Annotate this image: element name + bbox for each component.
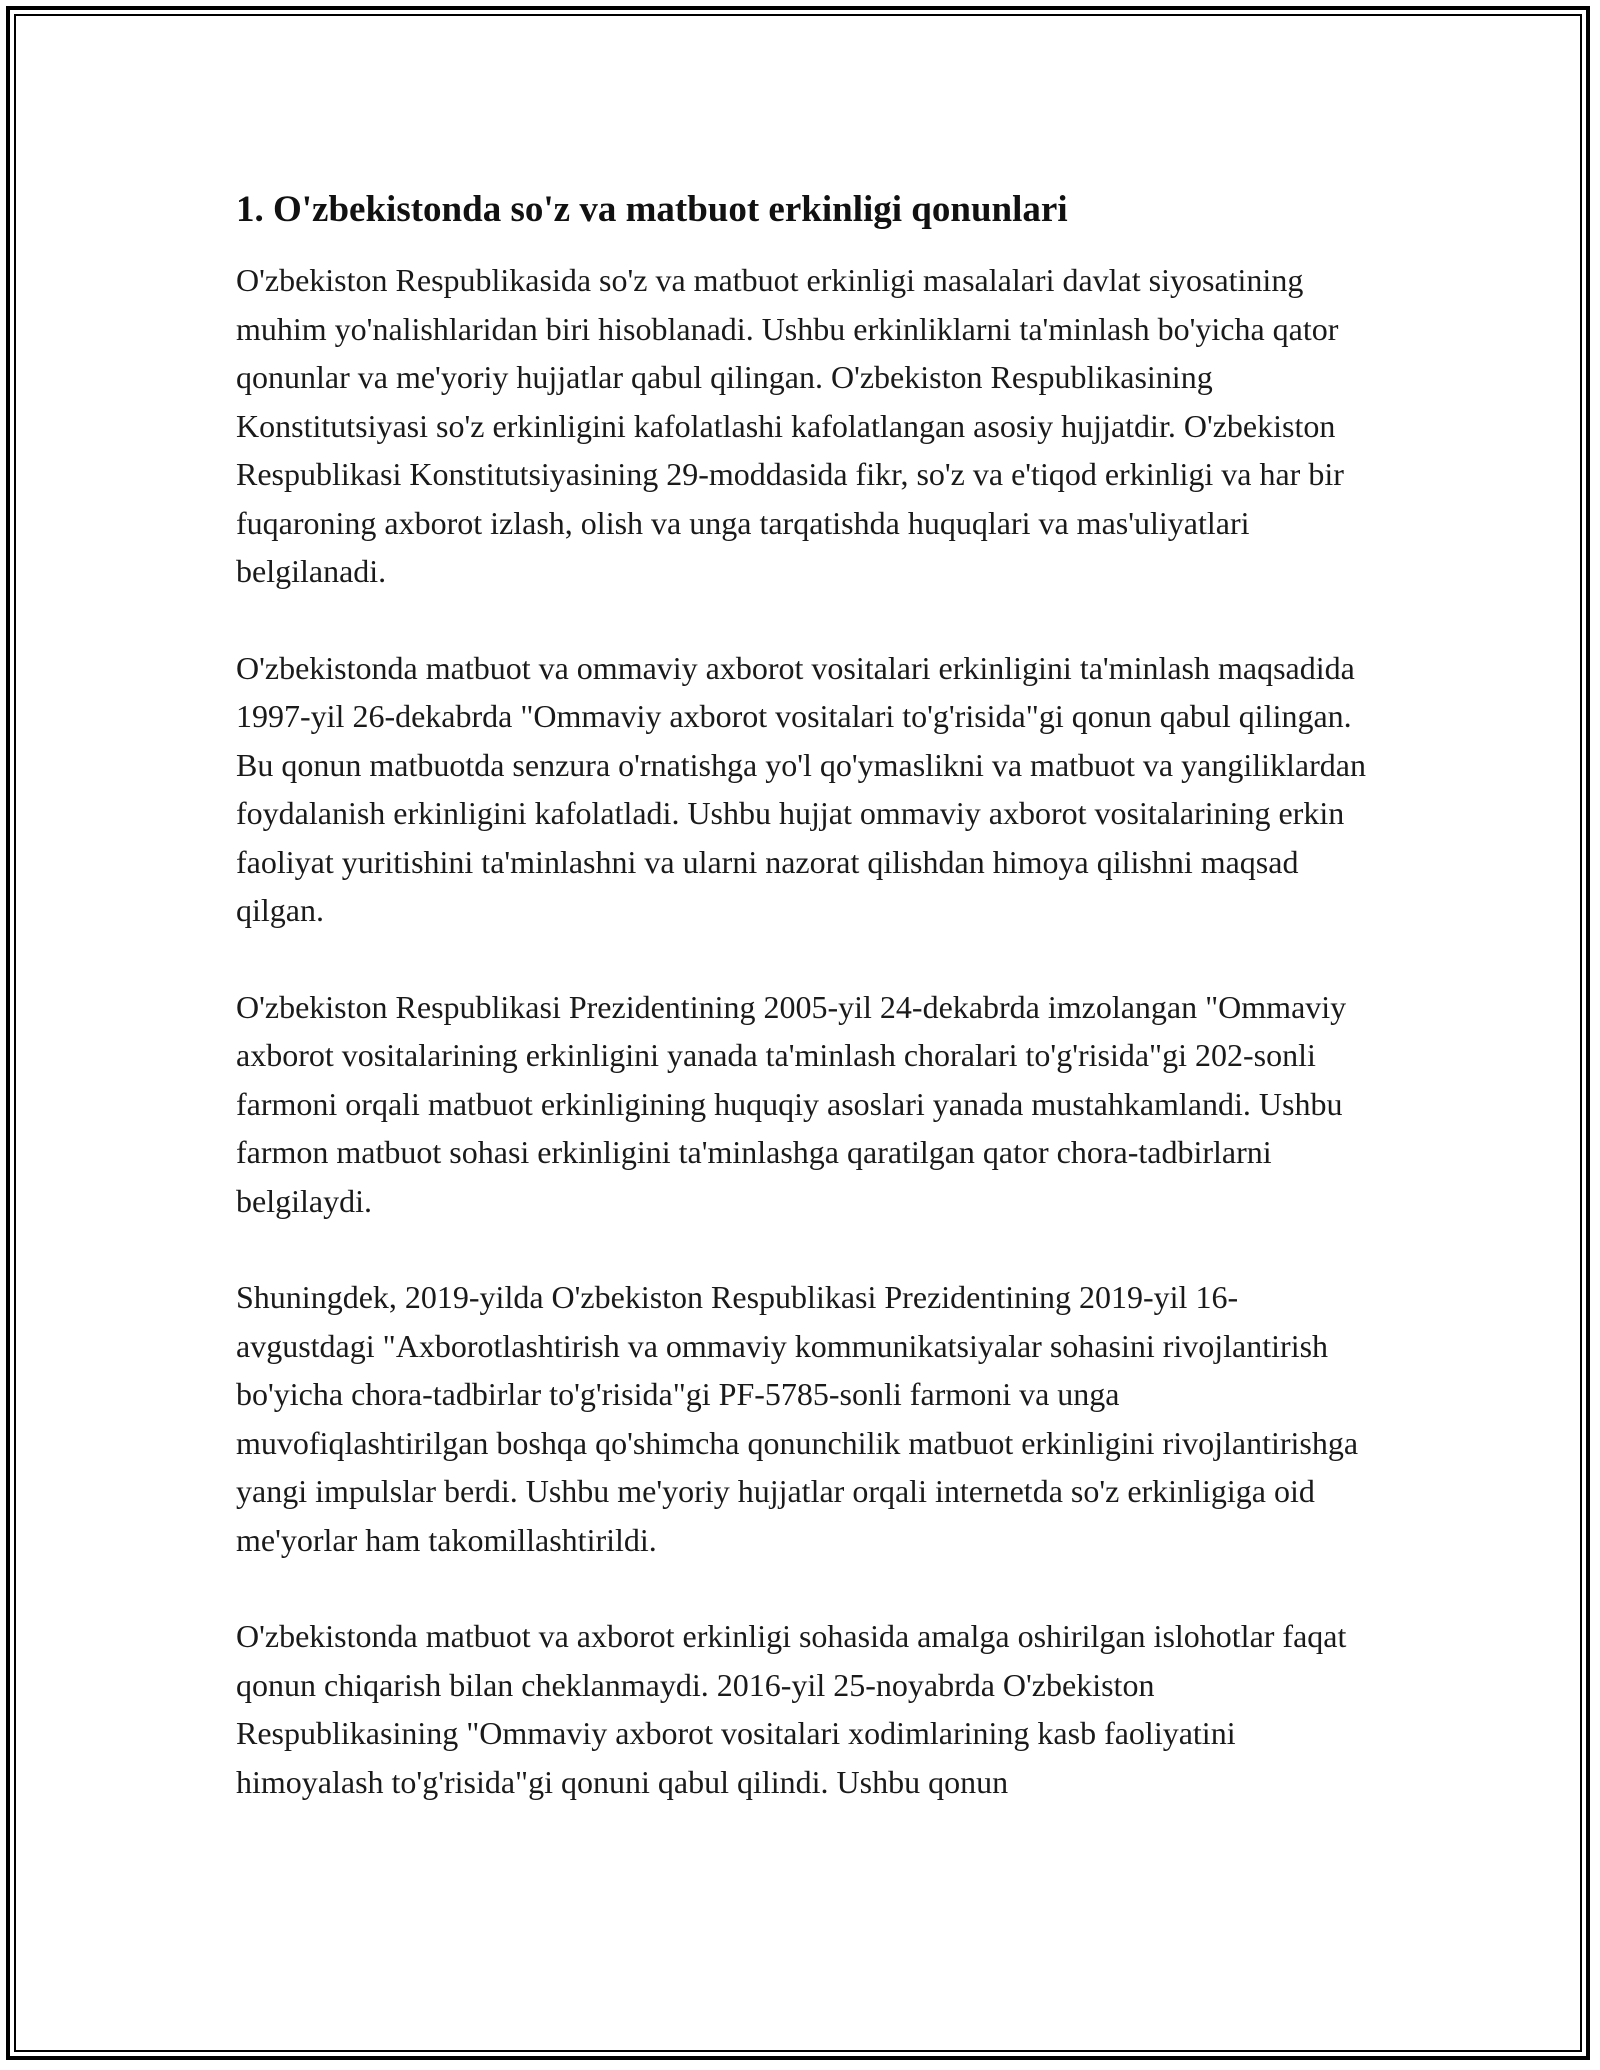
paragraph-constitution: O'zbekiston Respublikasida so'z va matbuot erkinligi masalalari davlat siyosatining muhim yo'nalishlaridan biri hisoblanadi. Ushbu erkinliklarni ta'minlash bo'yicha qator qonunlar va me'yoriy hujjatlar qabul qilingan. O'zbekiston Respublikasining Konstitutsiyasi so'z erkinligini kafolatlashi kafolatlangan asosiy hujjatdir. O'zbekiston Respublikasi Konstitutsiyasining 29-moddasida fikr, so'z va e'tiqod erkinligi va har bir fuqaroning axborot izlash, olish va unga tarqatishda huquqlari va mas'uliyatlari belgilanadi. bbox=[236, 262, 1344, 589]
section-heading: 1. O'zbekistonda so'z va matbuot erkinligi qonunlari bbox=[236, 189, 1068, 230]
paragraph-decree-2005: O'zbekiston Respublikasi Prezidentining 2005-yil 24-dekabrda imzolangan "Ommaviy axborot vositalarining erkinligini yanada ta'minlash choralari to'g'risida"gi 202-sonli farmoni orqali matbuot erkinligining huquqiy asoslari yanada mustahkamlandi. Ushbu farmon matbuot sohasi erkinligini ta'minlashga qaratilgan qator chora-tadbirlarni belgilaydi. bbox=[236, 988, 1347, 1219]
paragraph-decree-2019: Shuningdek, 2019-yilda O'zbekiston Respublikasi Prezidentining 2019-yil 16-avgustdagi "Axborotlashtirish va ommaviy kommunikatsiyalar sohasini rivojlantirish bo'yicha chora-tadbirlar to'g'risida"gi PF-5785-sonli farmoni va unga muvofiqlashtirilgan boshqa qo'shimcha qonunchilik matbuot erkinligini rivojlantirishga yangi impulslar berdi. Ushbu me'yoriy hujjatlar orqali internetda so'z erkinligiga oid me'yorlar ham takomillashtirildi. bbox=[236, 1279, 1359, 1558]
paragraph-law-2016: O'zbekistonda matbuot va axborot erkinligi sohasida amalga oshirilgan islohotlar faqat qonun chiqarish bilan cheklanmaydi. 2016-yil 25-noyabrda O'zbekiston Respublikasining "Ommaviy axborot vositalari xodimlarining kasb faoliyatini himoyalash to'g'risida"gi qonuni qabul qilindi. Ushbu qonun bbox=[236, 1618, 1347, 1800]
document-body bbox=[236, 186, 1376, 1854]
paragraph-media-law-1997: O'zbekistonda matbuot va ommaviy axborot vositalari erkinligini ta'minlash maqsadida 1997-yil 26-dekabrda "Ommaviy axborot vositalari to'g'risida"gi qonun qabul qilingan. Bu qonun matbuotda senzura o'rnatishga yo'l qo'ymaslikni va matbuot va yangiliklardan foydalanish erkinligini kafolatladi. Ushbu hujjat ommaviy axborot vositalarining erkin faoliyat yuritishini ta'minlashni va ularni nazorat qilishdan himoya qilishni maqsad qilgan. bbox=[236, 649, 1366, 928]
